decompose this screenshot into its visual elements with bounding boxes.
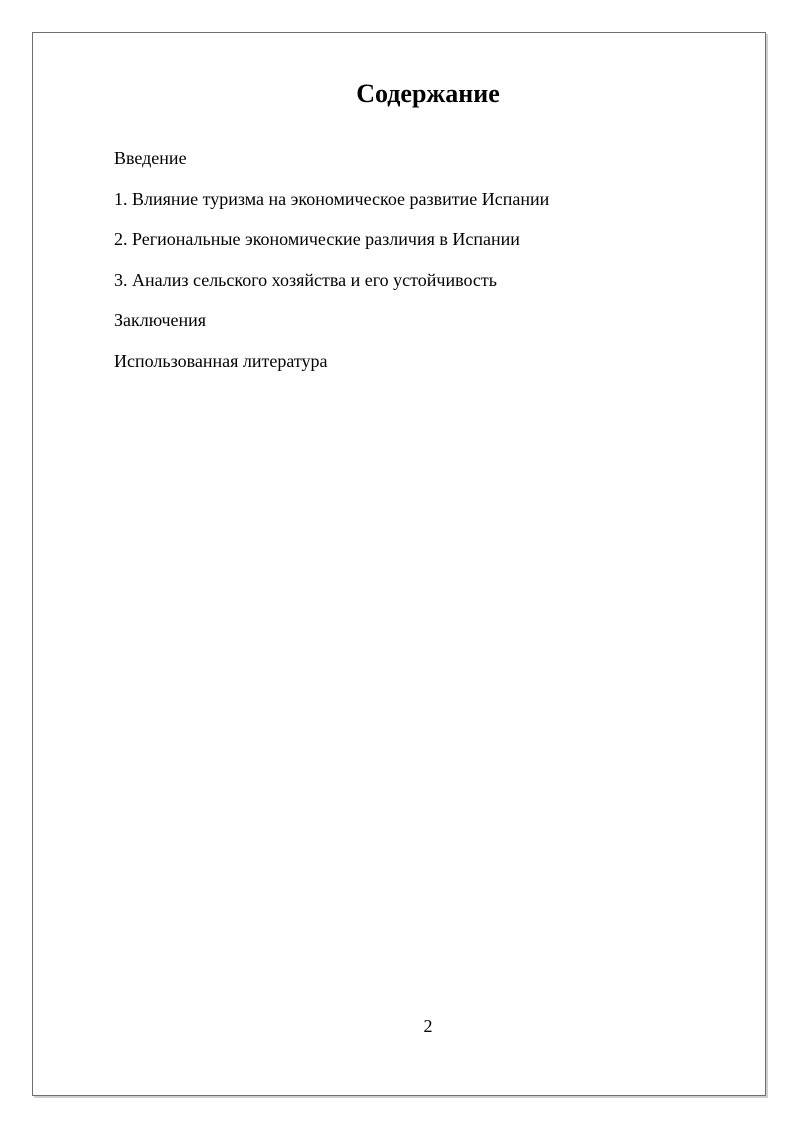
toc-item-section-1: 1. Влияние туризма на экономическое развитие Испании xyxy=(114,188,550,209)
toc-item-conclusions: Заключения xyxy=(114,310,207,331)
toc-item-section-3: 3. Анализ сельского хозяйства и его устойчивость xyxy=(114,269,497,290)
toc-item-references: Использованная литература xyxy=(114,350,328,371)
toc-item-introduction: Введение xyxy=(114,148,187,168)
document-page xyxy=(32,32,766,1096)
page-title: Содержание xyxy=(356,79,500,108)
toc-item-section-2: 2. Региональные экономические различия в Испании xyxy=(114,229,520,250)
table-of-contents xyxy=(114,146,549,390)
page-number: 2 xyxy=(423,1016,433,1036)
